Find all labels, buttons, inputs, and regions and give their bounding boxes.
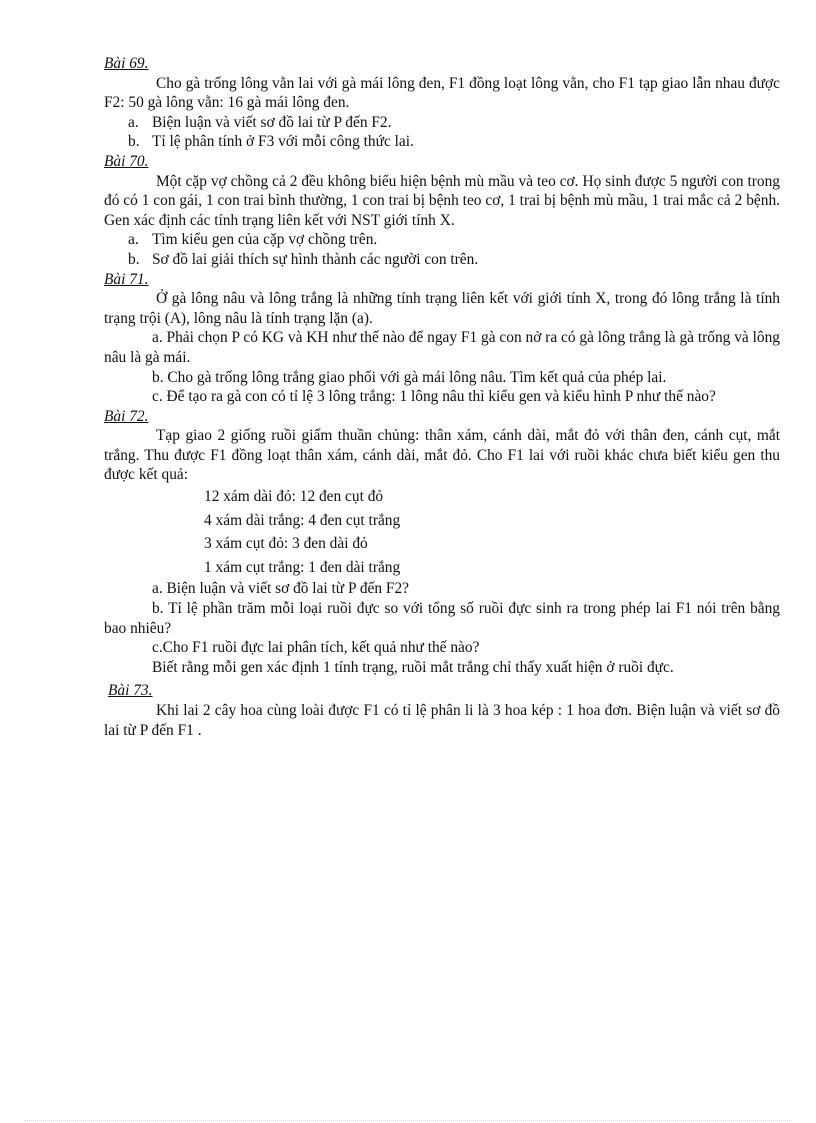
exercise-70-title: Bài 70. <box>104 152 149 170</box>
item-text: Tìm kiểu gen của cặp vợ chồng trên. <box>152 231 378 249</box>
exercise-71-intro: Ở gà lông nâu và lông trắng là những tính trạng liên kết với giới tính X, trong đó lông trắng là tính trạng trội (A), lông nâu là tính trạng lặn (a). <box>104 290 780 327</box>
exercise-69-title: Bài 69. <box>104 55 149 72</box>
exercise-69-item-b <box>104 132 780 152</box>
result-line: 3 xám cụt đỏ: 3 đen dài đỏ <box>204 535 368 553</box>
item-marker: b. <box>128 250 140 268</box>
page-bottom-divider <box>24 1120 792 1121</box>
exercise-73-intro: Khi lai 2 cây hoa cùng loài được F1 có tỉ lệ phân li là 3 hoa kép : 1 hoa đơn. Biện luận và viết sơ đồ lai từ P đến F1 . <box>104 702 780 739</box>
item-text: Biện luận và viết sơ đồ lai từ P đến F2. <box>152 113 392 131</box>
exercise-71-title: Bài 71. <box>104 270 149 288</box>
exercise-69-intro: Cho gà trống lông vằn lai với gà mái lông đen, F1 đồng loạt lông vằn, cho F1 tạp giao lẫn nhau được F2: 50 gà lông vằn: 16 gà mái lông đen. <box>104 74 780 112</box>
exercise-70-intro: Một cặp vợ chồng cả 2 đều không biểu hiện bệnh mù mầu và teo cơ. Họ sinh được 5 người con trong đó có 1 con gái, 1 con trai bình thường, 1 con trai bị bệnh teo cơ, 1 trai bị bệnh mù mầu, 1 trai mắc cả 2 bệnh. Gen xác định các tính trạng liên kết với NST giới tính X. <box>104 172 780 229</box>
exercise-72-item-b: b. Tỉ lệ phần trăm mỗi loại ruồi đực so với tổng số ruồi đực sinh ra trong phép lai F1 nói trên bằng bao nhiêu? <box>104 600 780 637</box>
item-marker: b. <box>128 133 140 151</box>
item-marker: a. <box>128 113 139 131</box>
exercise-72-note: Biết rằng mỗi gen xác định 1 tính trạng, ruồi mắt trắng chỉ thấy xuất hiện ở ruồi đực. <box>152 658 674 676</box>
result-line: 12 xám dài đỏ: 12 đen cụt đỏ <box>204 488 384 506</box>
exercise-71-item-b: b. Cho gà trống lông trắng giao phối với gà mái lông nâu. Tìm kết quả của phép lai. <box>152 368 667 386</box>
exercise-70-item-b <box>104 250 780 270</box>
exercise-72-item-c: c.Cho F1 ruồi đực lai phân tích, kết quả như thế nào? <box>152 639 480 657</box>
exercise-71-item-c: c. Để tạo ra gà con có tỉ lệ 3 lông trắng: 1 lông nâu thì kiểu gen và kiểu hình P như thế nào? <box>152 388 716 406</box>
exercise-72-item-a: a. Biện luận và viết sơ đồ lai từ P đến F2? <box>152 580 409 598</box>
exercise-72-title: Bài 72. <box>104 407 149 425</box>
exercise-70-item-a <box>104 230 780 250</box>
result-line: 4 xám dài trắng: 4 đen cụt trắng <box>204 511 401 529</box>
item-text: Tỉ lệ phân tính ở F3 với mỗi công thức lai. <box>152 133 414 151</box>
exercise-69-item-a <box>104 113 780 133</box>
exercise-72-intro: Tạp giao 2 giống ruồi giấm thuần chủng: thân xám, cánh dài, mắt đỏ với thân đen, cánh cụt, mắt trắng. Thu được F1 đồng loạt thân xám, cánh dài, mắt đỏ. Cho F1 lai với ruồi khác chưa biết kiểu gen thu được kết quả: <box>104 427 780 484</box>
item-text: Sơ đồ lai giải thích sự hình thành các người con trên. <box>152 250 479 268</box>
exercise-73-title: Bài 73. <box>108 682 153 700</box>
result-line: 1 xám cụt trắng: 1 đen dài trắng <box>204 558 401 576</box>
item-marker: a. <box>128 231 139 249</box>
exercise-71-item-a: a. Phải chọn P có KG và KH như thế nào để ngay F1 gà con nở ra có gà lông trắng là gà trống và lông nâu là gà mái. <box>104 329 780 366</box>
document-page <box>104 54 780 740</box>
